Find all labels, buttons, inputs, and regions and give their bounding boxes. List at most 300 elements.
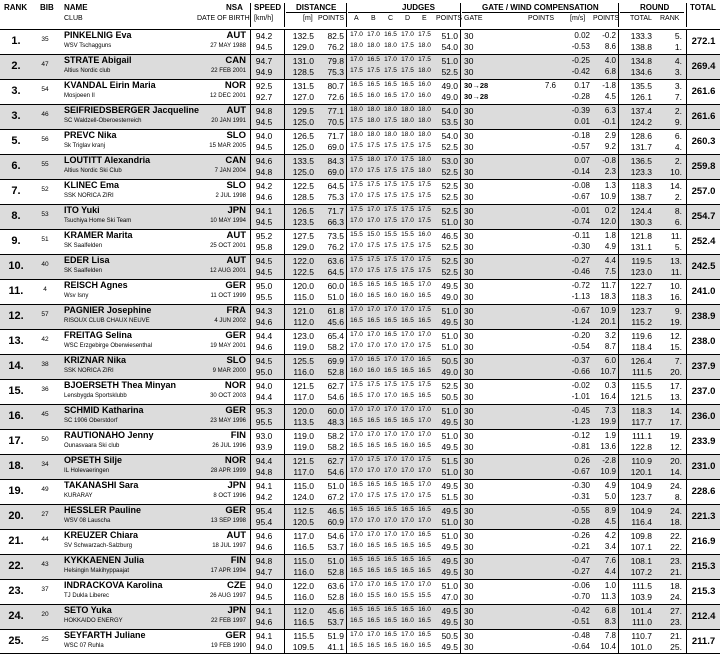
- round-1-wind-speed: -0.45: [571, 406, 590, 415]
- total-points: 238.0: [691, 336, 716, 347]
- round-1-wind-speed: -0.55: [571, 506, 590, 515]
- athlete-name: KYKKAENEN Julia: [64, 555, 145, 565]
- round-2-round-rank: 14.: [670, 467, 682, 477]
- round-2-judge-score: 17.5: [367, 142, 380, 149]
- table-row: [0, 629, 720, 654]
- club-name: KURARAY: [64, 493, 93, 499]
- round-1-wind-speed: -0.08: [571, 181, 590, 190]
- table-row: [0, 404, 720, 429]
- round-2-distance-points: 52.8: [327, 567, 344, 577]
- round-1-judge-score: 17.0: [401, 356, 414, 363]
- nsa-code: NOR: [224, 455, 246, 466]
- round-2-distance: 117.0: [293, 392, 314, 402]
- date-of-birth: 11 OCT 1999: [210, 293, 246, 299]
- round-2-judge-score: 17.0: [350, 467, 363, 474]
- round-2-wind-points: 20.1: [600, 317, 616, 326]
- round-1-wind-points: 1.0: [604, 581, 616, 590]
- round-1-judge-score: 17.0: [367, 431, 380, 438]
- round-2-wind-speed: -0.30: [571, 242, 590, 251]
- round-2-judge-score: 16.5: [350, 567, 363, 574]
- round-2-wind-points: 3.4: [604, 542, 616, 551]
- total-points: 216.9: [691, 536, 716, 547]
- round-1-judges-points: 49.5: [441, 481, 458, 491]
- table-row: [0, 379, 720, 404]
- round-2-judge-score: 16.5: [384, 567, 397, 574]
- round-1-wind-speed: -0.02: [571, 381, 590, 390]
- club-name: RISOUX CLUB CHAUX NEUVE: [64, 318, 150, 324]
- round-2-gate: 30: [464, 517, 474, 527]
- nsa-code: AUT: [226, 255, 246, 266]
- round-1-distance: 126.5: [292, 206, 314, 216]
- round-2-distance: 129.0: [292, 242, 314, 252]
- speed-header: SPEED: [254, 3, 282, 12]
- date-of-birth: 7 JAN 2004: [214, 168, 246, 174]
- round-2-gate: 30: [464, 567, 474, 577]
- round-1-judge-score: 18.0: [350, 131, 363, 138]
- round-2-judge-score: 17.0: [350, 217, 363, 224]
- bib-cell: 43: [41, 561, 49, 568]
- round-1-judge-score: 18.0: [418, 106, 431, 113]
- round-2-judge-score: 16.5: [367, 442, 380, 449]
- round-2-round-total: 107.2: [630, 567, 652, 577]
- round-2-judge-score: 17.5: [367, 492, 380, 499]
- round-2-wind-speed: -0.21: [571, 542, 590, 551]
- round-1-round-total: 104.9: [630, 481, 652, 491]
- nsa-code: JPN: [227, 205, 246, 216]
- round-2-wind-speed: -0.64: [571, 642, 590, 651]
- round-1-judge-score: 17.5: [418, 256, 431, 263]
- round-2-wind-speed: -0.27: [571, 567, 590, 576]
- round-2-judges-points: 49.0: [441, 92, 458, 102]
- round-1-speed: 93.0: [255, 431, 273, 441]
- rank-cell: 3.: [11, 110, 21, 122]
- round-2-wind-points: 4.5: [604, 517, 616, 526]
- round-1-wind-points: 6.0: [604, 356, 616, 365]
- total-points: 237.9: [691, 361, 716, 372]
- round-2-judge-score: 17.5: [418, 192, 431, 199]
- round-1-wind-points: 7.6: [604, 556, 616, 565]
- round-1-judge-score: 16.5: [350, 506, 363, 513]
- round-1-judge-score: 17.5: [418, 381, 431, 388]
- round-2-speed: 95.0: [255, 367, 273, 377]
- round-1-judge-score: 17.0: [384, 531, 397, 538]
- table-row: [0, 554, 720, 579]
- round-1-wind-speed: -0.18: [571, 131, 590, 140]
- round-2-round-rank: 22.: [670, 542, 682, 552]
- round-1-speed: 95.4: [255, 506, 273, 516]
- round-1-round-total: 123.7: [630, 306, 652, 316]
- round-2-wind-speed: -0.81: [571, 442, 590, 451]
- round-2-gate: 30: [464, 67, 474, 77]
- round-2-round-total: 121.5: [630, 392, 652, 402]
- round-1-judge-score: 18.0: [401, 131, 414, 138]
- round-1-distance: 121.5: [292, 456, 314, 466]
- round-2-wind-speed: -1.24: [571, 317, 590, 326]
- round-1-round-total: 115.5: [631, 381, 652, 391]
- round-1-speed: 95.0: [255, 281, 273, 291]
- round-1-judge-score: 17.5: [367, 256, 380, 263]
- round-1-judge-score: 17.5: [401, 181, 414, 188]
- round-2-round-total: 117.7: [631, 417, 652, 427]
- round-1-distance: 119.0: [293, 431, 314, 441]
- round-1-judge-score: 16.5: [384, 581, 397, 588]
- round-1-gate: 30: [464, 456, 474, 466]
- round-2-round-rank: 5.: [674, 242, 682, 252]
- round-2-round-total: 138.7: [630, 192, 652, 202]
- round-1-gate: 30: [464, 206, 474, 216]
- round-1-distance: 123.0: [292, 331, 314, 341]
- round-2-wind-speed: -1.01: [571, 392, 590, 401]
- round-2-gate: 30: [464, 167, 474, 177]
- round-1-distance-points: 80.7: [327, 81, 344, 91]
- rank-cell: 5.: [11, 135, 21, 147]
- round-2-judge-score: 17.0: [401, 492, 414, 499]
- table-row: [0, 329, 720, 354]
- round-2-distance: 119.0: [293, 342, 314, 352]
- date-of-birth: 27 MAY 1988: [210, 43, 246, 49]
- round-1-speed: 94.0: [255, 581, 273, 591]
- date-of-birth: 2 JUL 1998: [215, 193, 246, 199]
- round-1-round-rank: 5.: [674, 31, 682, 41]
- round-2-judges-points: 52.5: [441, 242, 458, 252]
- round-2-judges-points: 52.5: [441, 267, 458, 277]
- round-1-judge-score: 17.0: [401, 531, 414, 538]
- athlete-name: LOUTITT Alexandria: [64, 155, 151, 165]
- round-1-judge-score: 16.5: [401, 506, 414, 513]
- round-1-wind-points: -0.2: [602, 31, 616, 40]
- round-1-round-total: 118.3: [631, 181, 652, 191]
- round-2-judge-score: 17.0: [367, 517, 380, 524]
- round-1-wind-points: 1.8: [604, 231, 616, 240]
- round-1-distance: 112.5: [293, 506, 314, 516]
- round-1-speed: 94.5: [255, 356, 273, 366]
- round-2-judges-points: 53.5: [441, 117, 458, 127]
- bib-cell: 57: [41, 311, 49, 318]
- round-2-gate: 30: [464, 492, 474, 502]
- rank-cell: 16.: [8, 410, 24, 422]
- round-1-distance: 133.5: [292, 156, 314, 166]
- round-2-round-rank: 18.: [670, 517, 682, 527]
- round-1-judge-score: 16.5: [350, 556, 363, 563]
- round-2-round-rank: 21.: [670, 567, 682, 577]
- round-1-judge-score: 17.0: [384, 406, 397, 413]
- round-2-judge-score: 17.0: [401, 92, 414, 99]
- round-2-round-total: 111.5: [631, 367, 652, 377]
- round-2-wind-points: 13.6: [600, 442, 616, 451]
- table-row: [0, 354, 720, 379]
- round-1-distance: 126.5: [292, 131, 314, 141]
- round-2-round-rank: 16.: [670, 292, 682, 302]
- table-row: [0, 454, 720, 479]
- round-1-gate: 30: [464, 431, 474, 441]
- round-1-judge-score: 16.5: [350, 481, 363, 488]
- round-2-judge-score: 18.0: [418, 67, 431, 74]
- club-name: Altius Nordic Ski Club: [64, 168, 122, 174]
- round-1-distance-points: 73.5: [327, 231, 344, 241]
- distance-unit: [m]: [303, 15, 313, 22]
- date-of-birth: 8 OCT 1996: [213, 493, 246, 499]
- round-2-judge-score: 16.5: [367, 617, 380, 624]
- round-1-wind-speed: 0.02: [574, 31, 590, 40]
- round-1-judge-score: 17.0: [401, 581, 414, 588]
- round-2-judge-score: 17.0: [418, 517, 431, 524]
- round-1-distance-points: 64.5: [327, 181, 344, 191]
- club-name: Ounasvaara Ski club: [64, 443, 120, 449]
- round-2-judge-score: 17.0: [418, 467, 431, 474]
- round-2-distance-points: 54.6: [327, 392, 344, 402]
- bib-cell: 52: [41, 186, 49, 193]
- round-2-judge-score: 17.0: [418, 417, 431, 424]
- round-1-round-rank: 21.: [670, 631, 682, 641]
- round-1-distance: 125.5: [292, 356, 314, 366]
- round-2-judge-score: 17.5: [367, 67, 380, 74]
- round-1-distance-points: 58.2: [327, 431, 344, 441]
- round-2-wind-points: 12.0: [600, 217, 616, 226]
- round-2-judge-score: 18.0: [384, 42, 397, 49]
- athlete-name: STRATE Abigail: [64, 55, 132, 65]
- total-header: TOTAL: [690, 3, 716, 12]
- rank-cell: 17.: [8, 435, 24, 447]
- athlete-name: SEYFARTH Juliane: [64, 630, 146, 640]
- round-2-gate: 30: [464, 342, 474, 352]
- round-2-judge-score: 16.5: [418, 642, 431, 649]
- rank-cell: 2.: [11, 60, 21, 72]
- round-1-distance: 120.0: [292, 406, 314, 416]
- round-1-wind-points: 4.2: [604, 531, 616, 540]
- total-points: 233.9: [691, 436, 716, 447]
- round-1-distance-points: 46.5: [327, 506, 344, 516]
- round-2-gate: 30: [464, 117, 474, 127]
- round-1-judge-score: 17.0: [401, 631, 414, 638]
- round-1-judge-score: 16.5: [418, 356, 431, 363]
- round-1-judge-score: 16.5: [367, 81, 380, 88]
- round-2-judge-score: 16.5: [350, 442, 363, 449]
- round-2-wind-speed: -1.23: [571, 417, 590, 426]
- total-points: 211.7: [691, 636, 716, 647]
- bib-cell: 44: [41, 536, 49, 543]
- round-2-round-total: 123.7: [630, 492, 652, 502]
- round-2-distance: 128.5: [292, 67, 314, 77]
- round-1-judge-score: 16.5: [384, 481, 397, 488]
- round-2-round-rank: 6.: [674, 217, 682, 227]
- date-of-birth: 23 MAY 1996: [210, 418, 246, 424]
- round-2-speed: 93.9: [255, 442, 273, 452]
- round-2-judge-score: 16.5: [401, 317, 414, 324]
- round-2-round-total: 131.1: [630, 242, 652, 252]
- round-2-wind-points: 10.9: [600, 192, 616, 201]
- club-name: Mosjoeen Il: [64, 93, 95, 99]
- round-2-judges-points: 49.0: [441, 367, 458, 377]
- round-2-wind-speed: -0.51: [571, 617, 590, 626]
- nsa-code: AUT: [226, 105, 246, 116]
- nsa-code: FIN: [230, 430, 246, 441]
- round-1-judge-score: 16.5: [401, 556, 414, 563]
- round-2-judge-score: 16.0: [367, 367, 380, 374]
- table-header: [0, 0, 720, 29]
- total-points: 215.3: [691, 586, 716, 597]
- round-1-distance-points: 51.0: [327, 556, 344, 566]
- rank-cell: 23.: [8, 585, 24, 597]
- round-2-round-rank: 24.: [670, 592, 682, 602]
- round-1-wind-speed: -0.30: [571, 481, 590, 490]
- round-1-round-rank: 24.: [670, 481, 682, 491]
- club-name: Sk Triglav kranj: [64, 143, 106, 149]
- round-1-gate: 30: [464, 56, 474, 66]
- round-2-judge-score: 17.5: [384, 217, 397, 224]
- round-1-gate: 30: [464, 381, 474, 391]
- rank-cell: 19.: [8, 485, 24, 497]
- table-row: [0, 579, 720, 604]
- round-1-judge-score: 16.5: [350, 606, 363, 613]
- round-2-wind-points: 6.8: [604, 67, 616, 76]
- round-2-distance: 119.0: [293, 442, 314, 452]
- round-1-wind-speed: 0.26: [574, 456, 590, 465]
- round-2-judges-points: 49.5: [441, 567, 458, 577]
- round-2-speed: 94.6: [255, 542, 273, 552]
- bib-cell: 54: [41, 86, 49, 93]
- round-2-judge-score: 17.0: [367, 467, 380, 474]
- round-1-speed: 94.1: [255, 631, 273, 641]
- round-2-judge-score: 16.5: [367, 542, 380, 549]
- judge-b-header: B: [371, 15, 376, 22]
- round-2-speed: 94.5: [255, 217, 273, 227]
- club-name: SC 1906 Oberstdorf: [64, 418, 118, 424]
- total-points: 254.7: [691, 211, 716, 222]
- round-2-distance: 127.0: [292, 92, 314, 102]
- nsa-code: GER: [225, 630, 246, 641]
- round-1-distance-points: 69.9: [327, 356, 344, 366]
- round-2-gate: 30: [464, 192, 474, 202]
- round-1-gate: 30: [464, 256, 474, 266]
- round-1-distance: 131.0: [292, 56, 314, 66]
- round-2-speed: 94.5: [255, 117, 273, 127]
- round-2-judge-score: 17.0: [350, 167, 363, 174]
- date-of-birth: 4 JUN 2002: [214, 318, 246, 324]
- round-1-judge-score: 17.5: [350, 206, 363, 213]
- rank-cell: 22.: [8, 560, 24, 572]
- round-2-distance-points: 69.0: [327, 142, 344, 152]
- round-2-distance-points: 54.6: [327, 467, 344, 477]
- round-1-round-total: 119.6: [631, 331, 652, 341]
- round-1-wind-points: 1.3: [604, 181, 616, 190]
- wind-points-header: POINTS: [593, 15, 620, 22]
- round-1-judge-score: 18.0: [350, 106, 363, 113]
- round-2-gate: 30: [464, 42, 474, 52]
- nsa-code: SLO: [226, 130, 246, 141]
- round-2-judge-score: 17.5: [367, 267, 380, 274]
- athlete-name: PREVC Nika: [64, 130, 117, 140]
- round-1-round-rank: 2.: [674, 106, 682, 116]
- round-1-wind-speed: 0.07: [574, 156, 590, 165]
- round-2-distance-points: 69.0: [327, 167, 344, 177]
- nsa-code: AUT: [226, 230, 246, 241]
- round-1-distance: 112.0: [293, 606, 314, 616]
- nsa-code: JPN: [227, 480, 246, 491]
- round-2-gate: 30: [464, 217, 474, 227]
- round-2-wind-speed: -0.46: [571, 267, 590, 276]
- rank-cell: 10.: [8, 260, 24, 272]
- round-2-judge-score: 16.5: [384, 442, 397, 449]
- round-2-distance-points: 75.3: [327, 67, 344, 77]
- bib-header: BIB: [40, 3, 54, 12]
- round-2-gate: 30: [464, 392, 474, 402]
- round-1-judge-score: 17.0: [401, 331, 414, 338]
- round-1-judge-score: 17.0: [350, 306, 363, 313]
- round-1-judge-score: 17.0: [401, 456, 414, 463]
- round-2-round-rank: 2.: [674, 192, 682, 202]
- table-row: [0, 179, 720, 204]
- round-2-judge-score: 17.5: [418, 267, 431, 274]
- round-1-wind-points: 10.9: [600, 306, 616, 315]
- round-1-judge-score: 17.0: [350, 531, 363, 538]
- round-1-gate: 30: [464, 406, 474, 416]
- round-1-judge-score: 17.0: [367, 581, 380, 588]
- round-2-wind-points: 19.9: [600, 417, 616, 426]
- round-1-judges-points: 51.0: [441, 56, 458, 66]
- round-2-judge-score: 16.5: [418, 542, 431, 549]
- round-2-judge-score: 17.0: [367, 342, 380, 349]
- rank-cell: 12.: [8, 310, 24, 322]
- round-2-judge-score: 17.5: [384, 267, 397, 274]
- date-of-birth: 12 DEC 2001: [209, 93, 246, 99]
- round-1-judge-score: 17.0: [401, 256, 414, 263]
- round-2-distance-points: 53.7: [327, 617, 344, 627]
- total-points: 215.3: [691, 561, 716, 572]
- round-1-judge-score: 16.5: [367, 506, 380, 513]
- round-2-round-total: 107.1: [630, 542, 652, 552]
- round-2-judge-score: 18.0: [418, 42, 431, 49]
- round-2-gate: 30: [464, 467, 474, 477]
- date-of-birth: 17 APR 1994: [210, 568, 246, 574]
- round-1-wind-speed: -0.42: [571, 606, 590, 615]
- athlete-name: BJOERSETH Thea Minyan: [64, 380, 177, 390]
- round-2-judge-score: 16.5: [384, 642, 397, 649]
- round-2-judge-score: 16.5: [367, 317, 380, 324]
- round-1-round-rank: 6.: [674, 131, 682, 141]
- round-2-gate: 30: [464, 242, 474, 252]
- total-points: 236.0: [691, 411, 716, 422]
- round-2-judge-score: 18.0: [418, 167, 431, 174]
- round-1-distance-points: 62.7: [327, 456, 344, 466]
- round-2-speed: 94.5: [255, 142, 273, 152]
- bib-cell: 42: [41, 336, 49, 343]
- date-of-birth: 28 APR 1999: [210, 468, 246, 474]
- round-2-wind-speed: -0.74: [571, 217, 590, 226]
- round-1-judge-score: 16.5: [418, 631, 431, 638]
- round-1-judges-points: 53.0: [441, 156, 458, 166]
- date-of-birth: 30 OCT 2003: [210, 393, 246, 399]
- club-name: Wsv Isny: [64, 293, 89, 299]
- round-1-judge-score: 17.5: [418, 56, 431, 63]
- bib-cell: 25: [41, 636, 49, 643]
- round-2-wind-speed: -0.54: [571, 342, 590, 351]
- round-2-speed: 95.5: [255, 417, 273, 427]
- round-1-judge-score: 16.5: [384, 281, 397, 288]
- round-1-distance: 131.5: [292, 81, 314, 91]
- round-1-wind-points: -2.8: [602, 456, 616, 465]
- round-1-distance-points: 84.3: [327, 156, 344, 166]
- round-1-wind-speed: -0.39: [571, 106, 590, 115]
- round-1-judge-score: 17.0: [401, 306, 414, 313]
- athlete-name: KREUZER Chiara: [64, 530, 139, 540]
- round-1-judge-score: 17.5: [350, 381, 363, 388]
- round-1-gate: 30: [464, 31, 474, 41]
- round-1-judge-score: 17.0: [350, 56, 363, 63]
- round-2-judge-score: 16.5: [350, 617, 363, 624]
- bib-cell: 47: [41, 61, 49, 68]
- round-2-gate: 30: [464, 142, 474, 152]
- round-1-round-total: 136.5: [630, 156, 652, 166]
